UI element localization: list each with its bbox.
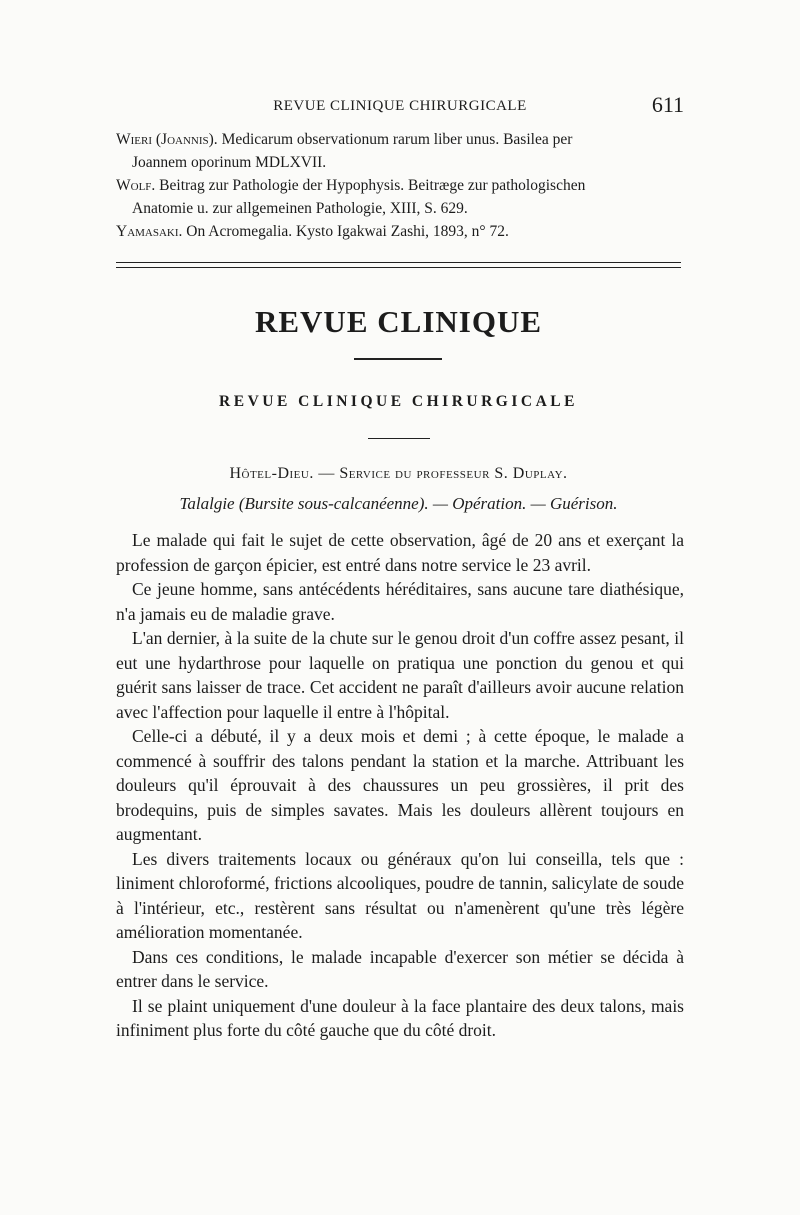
reference-entry <box>116 128 686 174</box>
section-title: REVUE CLINIQUE <box>254 304 543 339</box>
running-head <box>116 92 684 124</box>
page-number: 611 <box>651 92 684 117</box>
reference-text: On Acromegalia. Kysto Igakwai Zashi, 1893, n° 72. <box>186 223 509 240</box>
reference-author: Yamasaki. <box>116 223 183 240</box>
case-title: Talalgie (Bursite sous-calcanéenne). — Opération. — Guérison. <box>179 494 618 513</box>
reference-entry <box>116 220 686 243</box>
subtitle-rule <box>368 438 430 439</box>
paragraph: Il se plaint uniquement d'une douleur à la face plantaire des deux talons, mais infiniment plus forte du côté gauche que du côté droit. <box>116 995 684 1040</box>
paragraph: Celle-ci a débuté, il y a deux mois et demi ; à cette époque, le malade a commencé à souffrir des talons pendant la station et la marche. Attribuant les douleurs qu'il éprouvait à des chaussures un peu grossières, il prit des brodequins, puis de simples savates. Mais les douleurs allèrent toujours en augmentant. <box>116 726 684 844</box>
title-rule <box>354 358 442 360</box>
paragraph: Dans ces conditions, le malade incapable d'exercer son métier se décida à entrer dans le service. <box>116 946 684 991</box>
reference-list <box>116 128 686 243</box>
article-body <box>116 528 684 1043</box>
paragraph: Le malade qui fait le sujet de cette observation, âgé de 20 ans et exerçant la profession de garçon épicier, est entré dans notre service le 23 avril. <box>116 530 684 575</box>
reference-entry <box>116 174 686 220</box>
paragraph: L'an dernier, à la suite de la chute sur le genou droit d'un coffre assez pesant, il eut une hydarthrose pour laquelle on pratiqua une ponction du genou et qui guérit sans laisser de trace. Cet accident ne paraît d'ailleurs avoir aucune relation avec l'affection pour laquelle il entre à l'hôpital. <box>116 628 684 722</box>
reference-author: Wolf. <box>116 177 156 194</box>
section-divider-bottom <box>116 267 681 268</box>
reference-continuation: Joannem oporinum MDLXVII. <box>132 154 327 171</box>
paragraph: Ce jeune homme, sans antécédents héréditaires, sans aucune tare diathésique, n'a jamais eu de maladie grave. <box>116 579 684 624</box>
reference-author: Wieri (Joannis). <box>116 131 218 148</box>
reference-text: Medicarum observationum rarum liber unus. Basilea per <box>221 131 573 148</box>
running-head-title: REVUE CLINIQUE CHIRURGICALE <box>273 98 527 114</box>
subsection-title: REVUE CLINIQUE CHIRURGICALE <box>219 393 578 410</box>
section-divider-top <box>116 262 681 263</box>
hospital-service-line: Hôtel-Dieu. — Service du professeur S. Duplay. <box>229 465 568 482</box>
reference-continuation: Anatomie u. zur allgemeinen Pathologie, XIII, S. 629. <box>132 200 468 217</box>
reference-text: Beitrag zur Pathologie der Hypophysis. Beitræge zur pathologischen <box>159 177 586 194</box>
paragraph: Les divers traitements locaux ou généraux qu'on lui conseilla, tels que : liniment chloroformé, frictions alcooliques, poudre de tannin, salicylate de soude à l'intérieur, etc., restèrent sans résultat ou n'amenèrent qu'une très légère amélioration momentanée. <box>116 848 684 942</box>
